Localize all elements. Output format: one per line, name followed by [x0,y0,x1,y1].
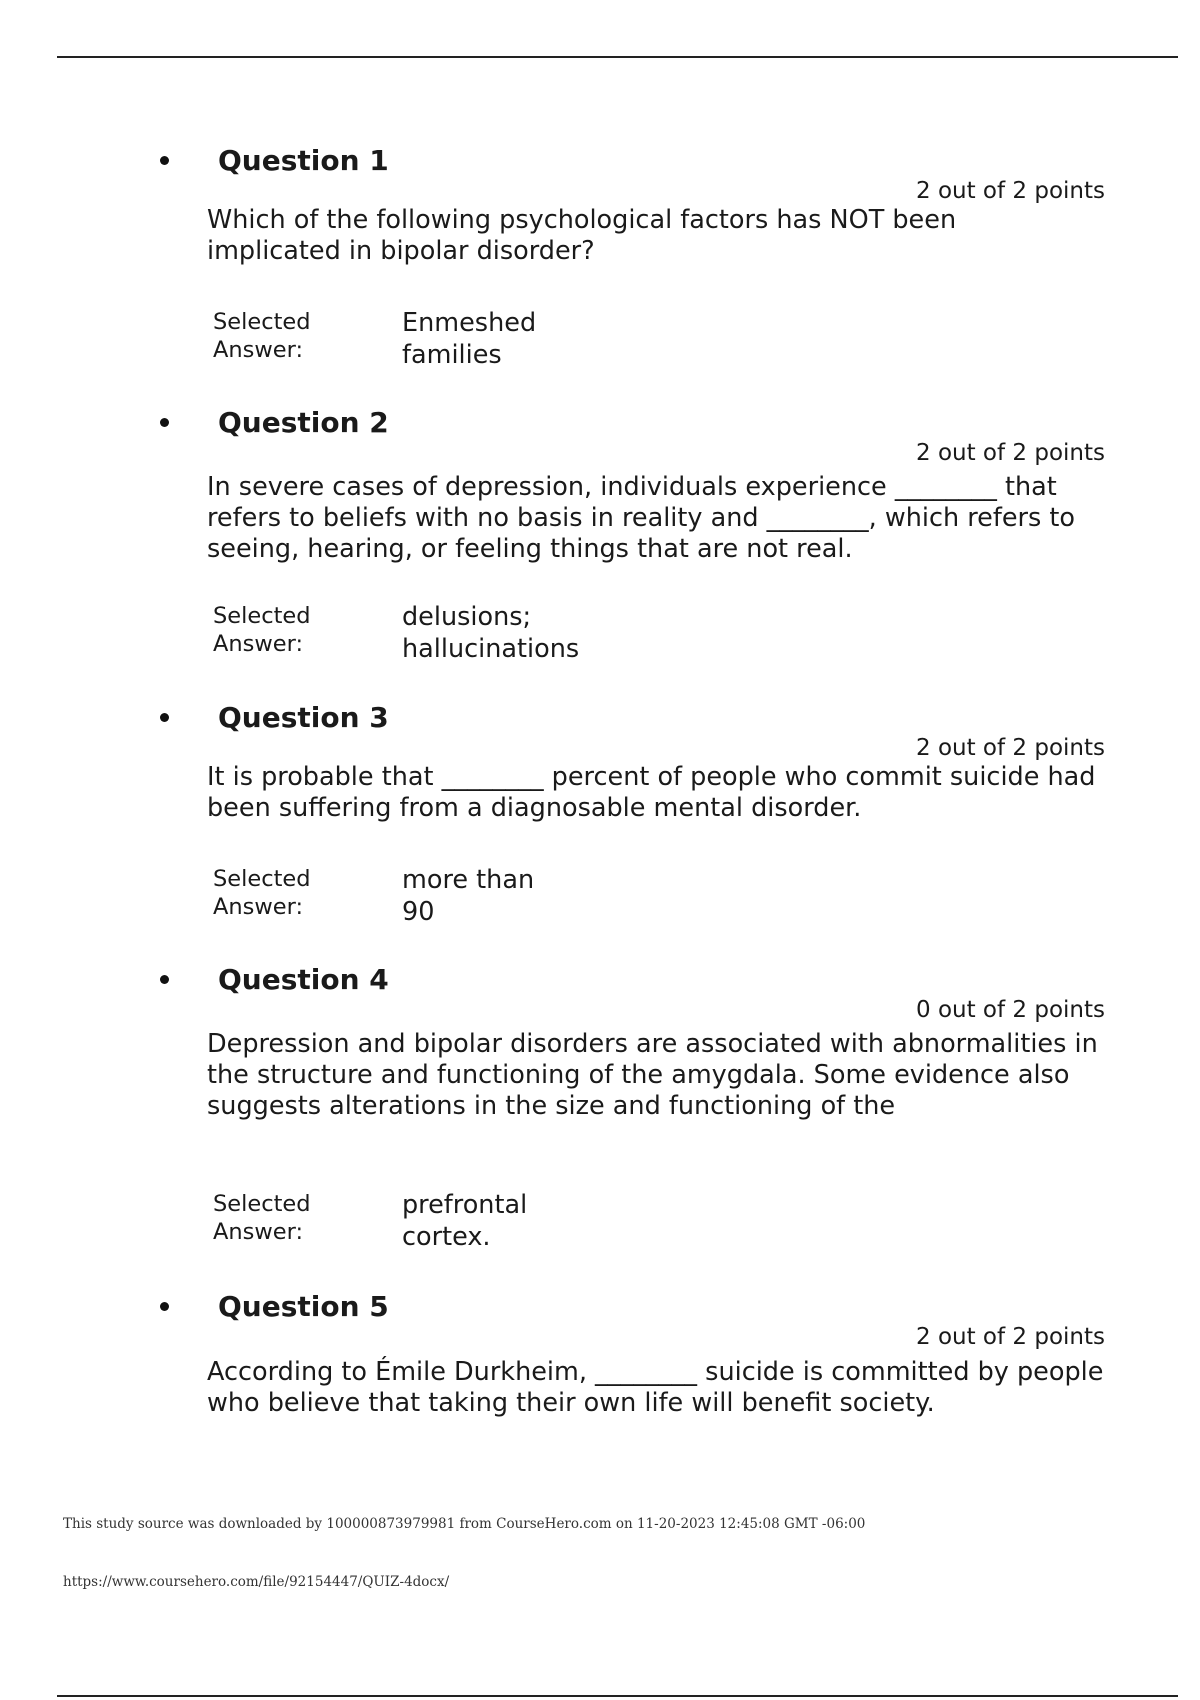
question-points: 0 out of 2 points [916,997,1105,1023]
question-points: 2 out of 2 points [916,735,1105,761]
question-text: According to Émile Durkheim, ________ suicide is committed by people who believe that taking their own life will benefit society. [207,1357,1104,1418]
bullet-icon [160,156,169,165]
question-text: In severe cases of depression, individuals experience ________ that refers to beliefs with no basis in reality and ________, which refers to seeing, hearing, or feeling things that are not real. [207,472,1075,564]
question-title: Question 3 [218,701,389,734]
question-title: Question 5 [218,1290,389,1323]
bullet-icon [160,713,169,722]
bullet-icon [160,975,169,984]
selected-answer-label: Selected Answer: [213,1191,311,1245]
question-text: Which of the following psychological factors has NOT been implicated in bipolar disorder? [207,205,957,266]
selected-answer-label: Selected Answer: [213,866,311,920]
question-text: Depression and bipolar disorders are associated with abnormalities in the structure and functioning of the amygdala. Some evidence also suggests alterations in the size and functioning of the [207,1029,1098,1121]
selected-answer-label: Selected Answer: [213,603,311,657]
download-source-note: This study source was downloaded by 100000873979981 from CourseHero.com on 11-20-2023 12:45:08 GMT -06:00 [63,1516,866,1532]
question-text: It is probable that ________ percent of people who commit suicide had been suffering from a diagnosable mental disorder. [207,762,1096,823]
top-rule [57,56,1178,58]
bottom-rule [57,1695,1178,1697]
question-points: 2 out of 2 points [916,178,1105,204]
selected-answer-value: prefrontal cortex. [402,1190,528,1252]
selected-answer-value: Enmeshed families [402,308,537,370]
question-title: Question 2 [218,406,389,439]
selected-answer-value: delusions; hallucinations [402,602,580,664]
selected-answer-value: more than 90 [402,865,535,927]
question-points: 2 out of 2 points [916,1324,1105,1350]
question-title: Question 4 [218,963,389,996]
question-title: Question 1 [218,144,389,177]
bullet-icon [160,418,169,427]
bullet-icon [160,1302,169,1311]
source-url[interactable]: https://www.coursehero.com/file/92154447/QUIZ-4docx/ [63,1574,450,1590]
question-points: 2 out of 2 points [916,440,1105,466]
selected-answer-label: Selected Answer: [213,309,311,363]
